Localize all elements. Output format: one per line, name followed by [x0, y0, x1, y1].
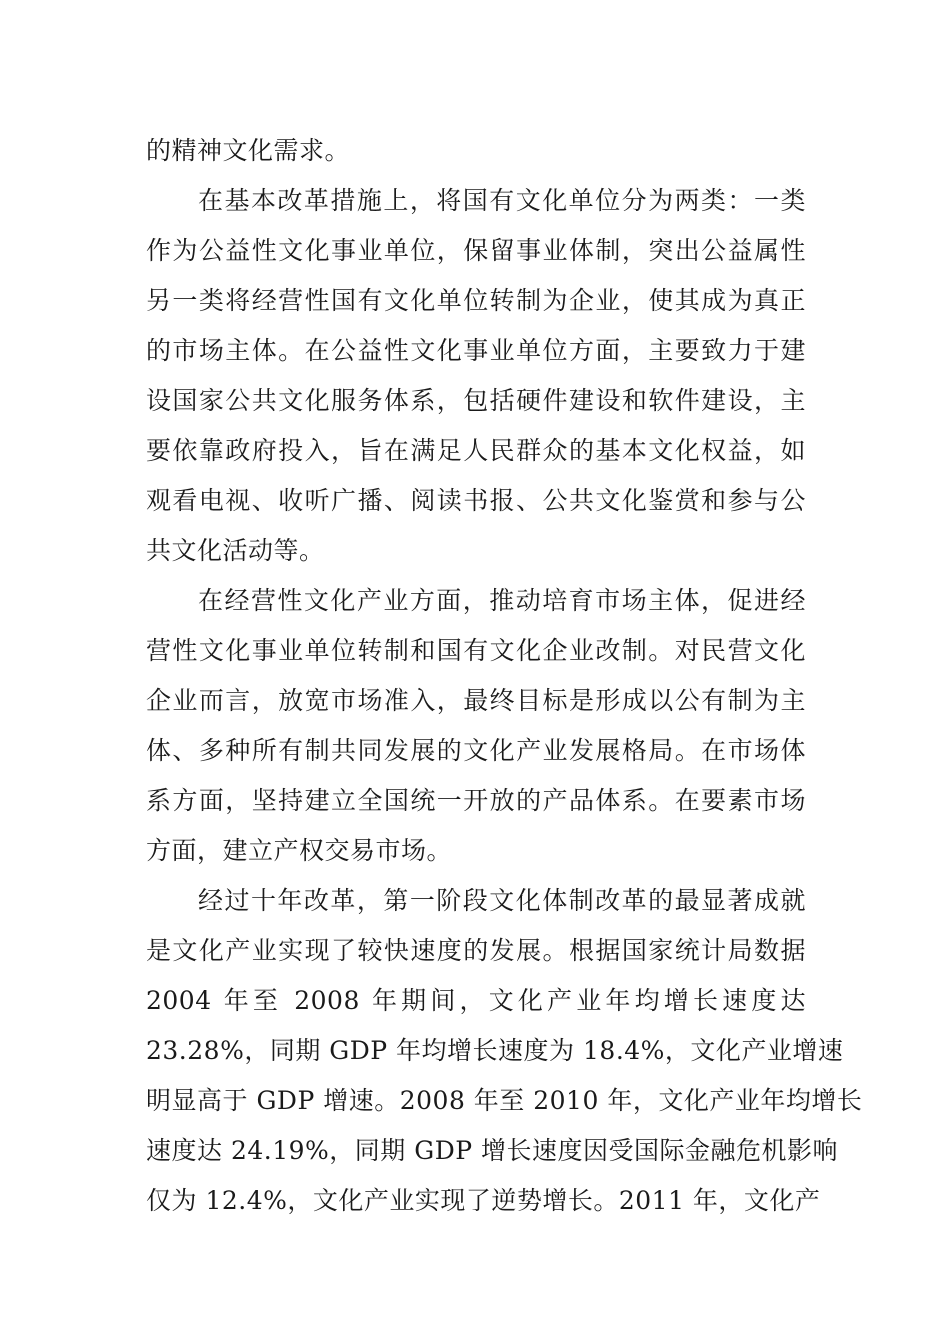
text-line: 共文化活动等。 — [146, 536, 325, 565]
text-line: 营性文化事业单位转制和国有文化企业改制。对民营文化 — [146, 636, 806, 665]
text-line: 作为公益性文化事业单位，保留事业体制，突出公益属性 — [146, 236, 806, 265]
text-line: 速度达 24.19%，同期 GDP 增长速度因受国际金融危机影响 — [146, 1136, 839, 1165]
text-line: 观看电视、收听广播、阅读书报、公共文化鉴赏和参与公 — [146, 486, 806, 515]
paragraph-first-line: 经过十年改革，第一阶段文化体制改革的最显著成就 — [198, 886, 806, 915]
paragraph-first-line: 在经营性文化产业方面，推动培育市场主体，促进经 — [198, 586, 806, 615]
text-line: 另一类将经营性国有文化单位转制为企业，使其成为真正 — [146, 286, 806, 315]
text-line: 要依靠政府投入，旨在满足人民群众的基本文化权益，如 — [146, 436, 806, 465]
text-line: 的市场主体。在公益性文化事业单位方面，主要致力于建 — [146, 336, 806, 365]
paragraph-first-line: 在基本改革措施上，将国有文化单位分为两类：一类 — [198, 186, 806, 215]
text-line: 23.28%，同期 GDP 年均增长速度为 18.4%，文化产业增速 — [146, 1036, 844, 1065]
text-line: 设国家公共文化服务体系，包括硬件建设和软件建设，主 — [146, 386, 806, 415]
text-line: 的精神文化需求。 — [146, 136, 351, 165]
text-line: 体、多种所有制共同发展的文化产业发展格局。在市场体 — [146, 736, 806, 765]
text-line: 仅为 12.4%，文化产业实现了逆势增长。2011 年，文化产 — [146, 1186, 821, 1215]
text-line: 明显高于 GDP 增速。2008 年至 2010 年，文化产业年均增长 — [146, 1086, 863, 1115]
text-line: 2004 年至 2008 年期间，文化产业年均增长速度达 — [146, 986, 806, 1015]
text-line: 企业而言，放宽市场准入，最终目标是形成以公有制为主 — [146, 686, 806, 715]
text-line: 方面，建立产权交易市场。 — [146, 836, 453, 865]
text-line: 是文化产业实现了较快速度的发展。根据国家统计局数据 — [146, 936, 806, 965]
text-line: 系方面，坚持建立全国统一开放的产品体系。在要素市场 — [146, 786, 806, 815]
